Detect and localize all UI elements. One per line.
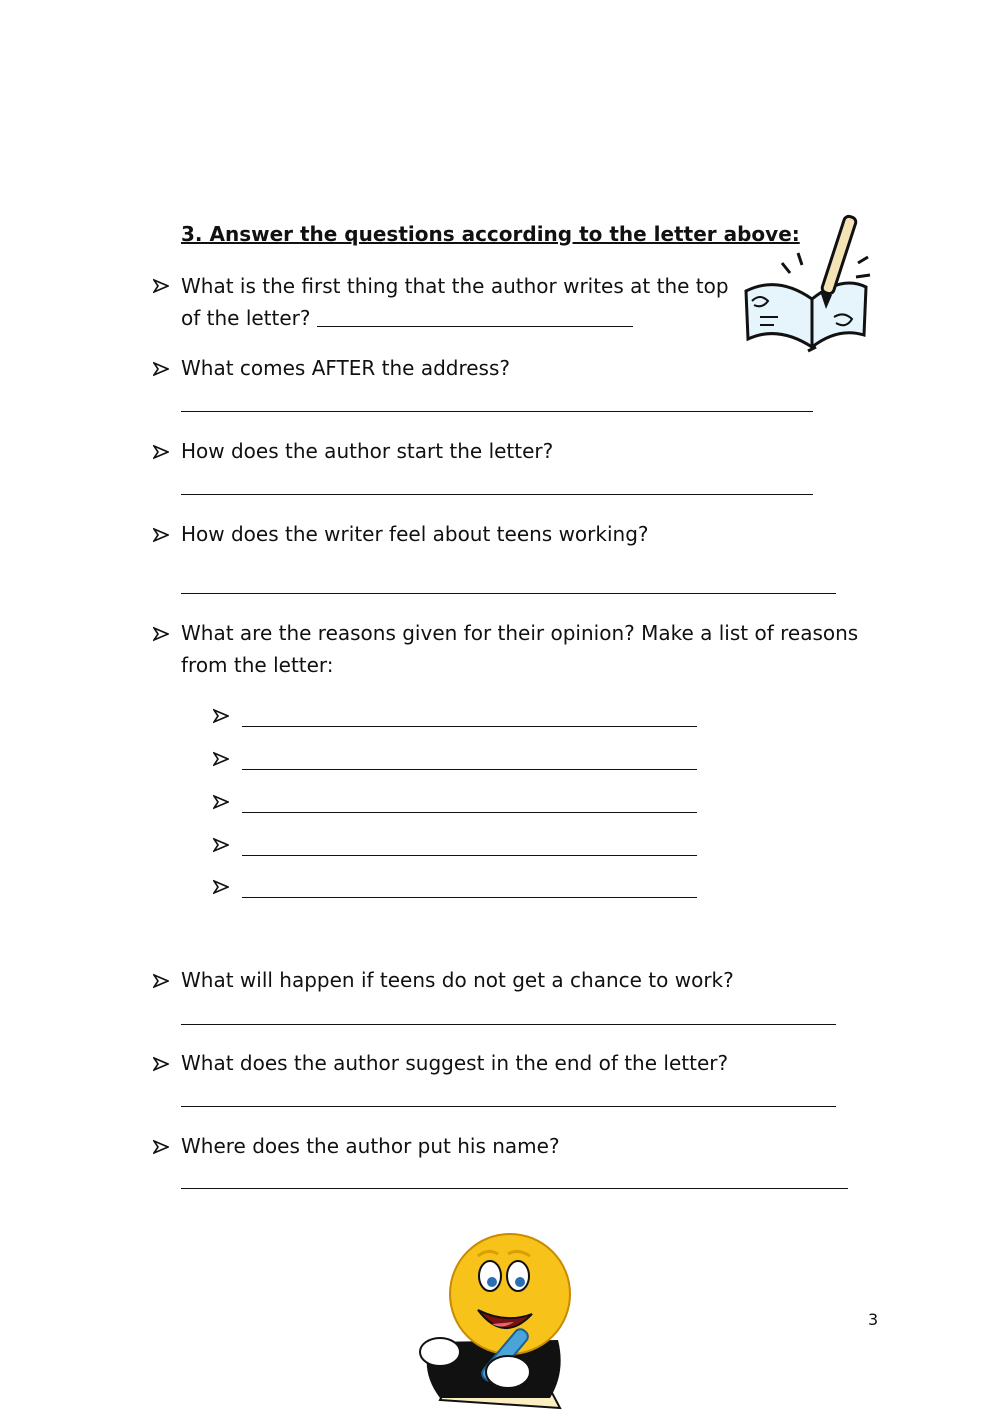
arrow-bullet-icon xyxy=(153,1056,169,1072)
page-number: 3 xyxy=(868,1310,879,1329)
reason-line-1[interactable] xyxy=(242,726,697,727)
question-8: Where does the author put his name? xyxy=(181,1134,560,1158)
smiley-writing-icon xyxy=(400,1232,580,1413)
notebook-pencil-icon xyxy=(738,205,880,355)
arrow-bullet-icon xyxy=(153,444,169,460)
arrow-bullet-icon xyxy=(213,879,229,895)
arrow-bullet-icon xyxy=(153,527,169,543)
question-3: How does the author start the letter? xyxy=(181,439,554,463)
section-heading: 3. Answer the questions according to the letter above: xyxy=(181,222,800,246)
question-6: What will happen if teens do not get a chance to work? xyxy=(181,968,734,992)
reason-line-4[interactable] xyxy=(242,855,697,856)
arrow-bullet-icon xyxy=(153,361,169,377)
reason-line-3[interactable] xyxy=(242,812,697,813)
arrow-bullet-icon xyxy=(213,751,229,767)
answer-line-3[interactable] xyxy=(181,494,813,495)
arrow-bullet-icon xyxy=(213,708,229,724)
question-1-line2: of the letter? xyxy=(181,306,311,330)
question-5 xyxy=(181,617,858,681)
answer-line-7[interactable] xyxy=(181,1106,836,1107)
answer-line-6[interactable] xyxy=(181,1024,836,1025)
question-5-line1: What are the reasons given for their opinion? Make a list of reasons xyxy=(181,621,859,645)
question-5-line2: from the letter: xyxy=(181,653,334,677)
reason-line-2[interactable] xyxy=(242,769,697,770)
answer-line-2[interactable] xyxy=(181,411,813,412)
arrow-bullet-icon xyxy=(213,794,229,810)
reason-line-5[interactable] xyxy=(242,897,697,898)
arrow-bullet-icon xyxy=(153,1139,169,1155)
question-2: What comes AFTER the address? xyxy=(181,356,511,380)
answer-line-8[interactable] xyxy=(181,1188,848,1189)
question-7: What does the author suggest in the end of the letter? xyxy=(181,1051,729,1075)
arrow-bullet-icon xyxy=(153,278,169,294)
answer-line-1[interactable] xyxy=(317,326,633,327)
question-1-line1: What is the first thing that the author writes at the top xyxy=(181,274,729,298)
arrow-bullet-icon xyxy=(153,626,169,642)
arrow-bullet-icon xyxy=(153,973,169,989)
answer-line-4[interactable] xyxy=(181,593,836,594)
arrow-bullet-icon xyxy=(213,837,229,853)
question-1 xyxy=(181,270,729,334)
question-4: How does the writer feel about teens working? xyxy=(181,522,649,546)
